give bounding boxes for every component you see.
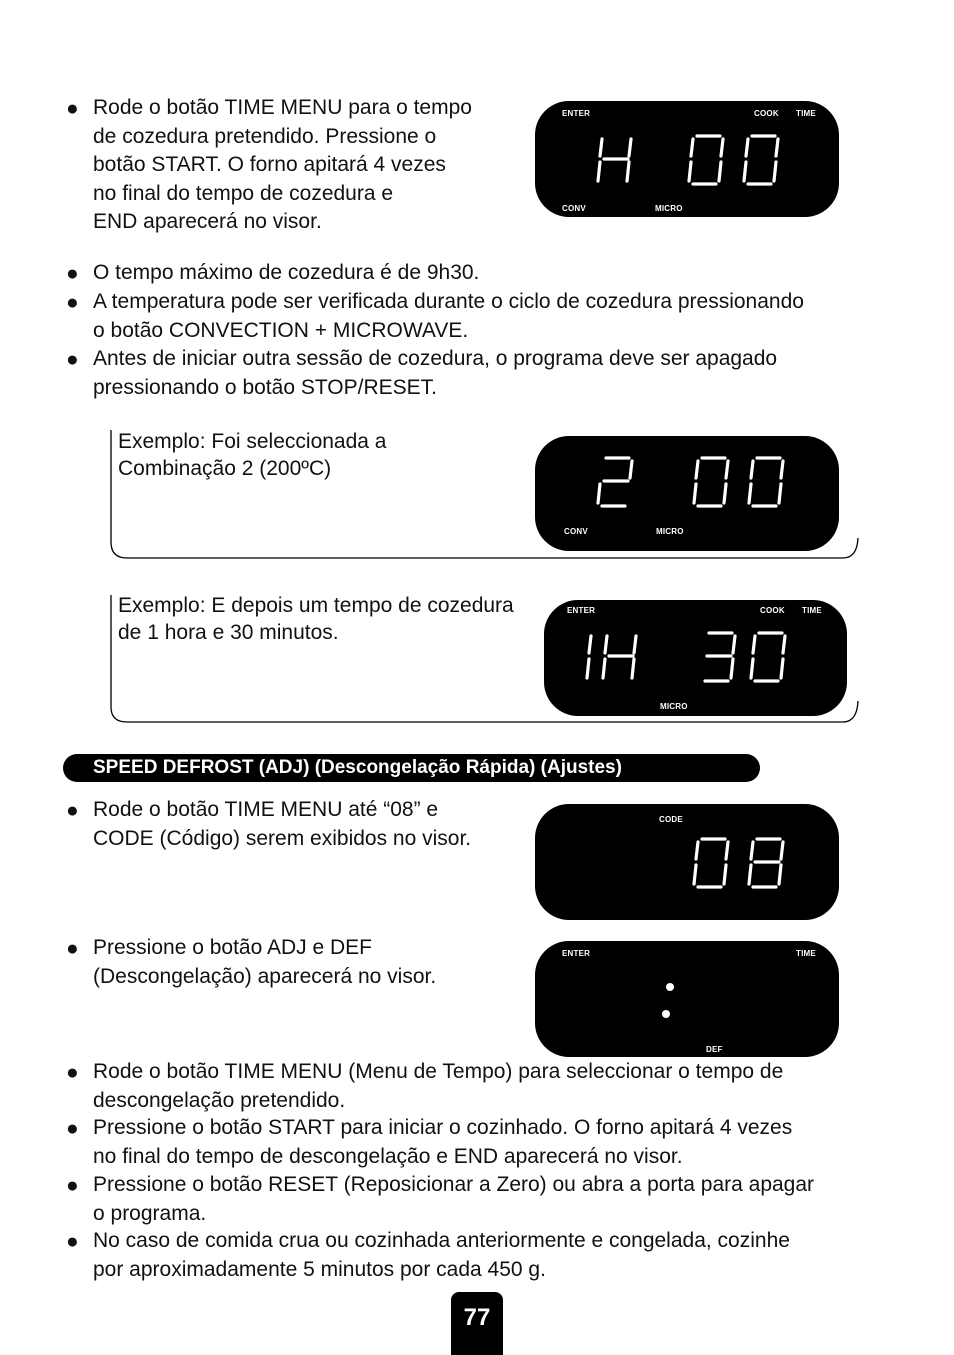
- text-line: No caso de comida crua ou cozinhada anteriormente e congelada, cozinhe: [93, 1229, 790, 1252]
- enter-label: ENTER: [562, 109, 591, 118]
- text-line: Exemplo: E depois um tempo de cozedura: [118, 594, 514, 617]
- text-line: no final do tempo de cozedura e: [93, 181, 394, 205]
- bullet-temperature-check: [66, 288, 804, 345]
- text-line: Rode o botão TIME MENU (Menu de Tempo) para seleccionar o tempo de: [93, 1060, 784, 1083]
- bullet-icon: ●: [66, 1061, 79, 1084]
- lcd-display-def: [535, 941, 839, 1057]
- micro-label: MICRO: [660, 702, 688, 711]
- def-label: DEF: [706, 1045, 723, 1054]
- digit-0: [689, 136, 723, 184]
- lcd-digits: [544, 600, 847, 716]
- digit-3: [705, 633, 735, 681]
- text-line: END aparecerá no visor.: [93, 210, 322, 233]
- bullet-max-time: [66, 259, 479, 288]
- text-line: Exemplo: Foi seleccionada a: [118, 430, 387, 453]
- page-number: 77: [451, 1292, 503, 1355]
- bullet-icon: ●: [66, 291, 79, 314]
- conv-label: CONV: [564, 527, 588, 536]
- bullet-icon: ●: [66, 348, 79, 371]
- lcd-display-200: [535, 436, 839, 551]
- digit-2: [598, 458, 632, 506]
- digit-h: [598, 139, 631, 181]
- digit-0: [694, 839, 728, 887]
- enter-label: ENTER: [562, 949, 591, 958]
- cook-label: COOK: [760, 606, 785, 615]
- lcd-colon: [535, 941, 839, 1057]
- micro-label: MICRO: [655, 204, 683, 213]
- digit-0: [744, 136, 778, 184]
- bullet-icon: ●: [66, 262, 79, 285]
- text-line: descongelação pretendido.: [93, 1088, 346, 1112]
- digit-8: [749, 839, 783, 887]
- bullet-icon: ●: [66, 1117, 79, 1140]
- text-line: (Descongelação) aparecerá no visor.: [93, 964, 437, 988]
- text-line: A temperatura pode ser verificada durante o ciclo de cozedura pressionando: [93, 290, 804, 313]
- bullet-icon: ●: [66, 97, 79, 120]
- lcd-digits: [535, 436, 839, 551]
- micro-label: MICRO: [656, 527, 684, 536]
- text-line: o programa.: [93, 1201, 207, 1225]
- text-line: de cozedura pretendido. Pressione o: [93, 124, 437, 148]
- conv-label: CONV: [562, 204, 586, 213]
- text-line: de 1 hora e 30 minutos.: [118, 621, 339, 644]
- example-combination: [118, 428, 386, 482]
- text-line: botão START. O forno apitará 4 vezes: [93, 153, 446, 176]
- time-label: TIME: [796, 949, 816, 958]
- digit-0: [749, 458, 783, 506]
- text-line: Antes de iniciar outra sessão de cozedura, o programa deve ser apagado: [93, 347, 778, 370]
- text-line: O tempo máximo de cozedura é de 9h30.: [93, 261, 480, 284]
- instruction-adj-def: [66, 934, 436, 991]
- code-label: CODE: [659, 815, 683, 824]
- bullet-start-cooking: [66, 1114, 792, 1171]
- bullet-frozen-food: [66, 1227, 790, 1284]
- lcd-display-08: [535, 804, 839, 920]
- enter-label: ENTER: [567, 606, 596, 615]
- time-label: TIME: [796, 109, 816, 118]
- section-heading-speed-defrost: [63, 754, 760, 782]
- text-line: Combinação 2 (200ºC): [118, 457, 332, 480]
- example-cook-time: [118, 592, 514, 646]
- bullet-icon: ●: [66, 1230, 79, 1253]
- digit-0: [751, 633, 785, 681]
- lcd-display-1h30: [544, 600, 847, 716]
- digit-0: [694, 458, 728, 506]
- time-label: TIME: [802, 606, 822, 615]
- text-line: pressionando o botão STOP/RESET.: [93, 375, 437, 399]
- bullet-icon: ●: [66, 799, 79, 822]
- colon-dot: [662, 1010, 670, 1018]
- text-line: no final do tempo de descongelação e END aparecerá no visor.: [93, 1144, 683, 1168]
- text-line: o botão CONVECTION + MICROWAVE.: [93, 318, 469, 342]
- bullet-select-defrost-time: [66, 1058, 783, 1115]
- section-title: SPEED DEFROST (ADJ) (Descongelação Rápida) (Ajustes): [93, 757, 622, 778]
- digit-1: [587, 636, 591, 678]
- lcd-display-h00: [535, 101, 839, 217]
- instruction-time-menu: [66, 94, 472, 237]
- instruction-code-08: [66, 796, 471, 853]
- text-line: por aproximadamente 5 minutos por cada 450 g.: [93, 1257, 546, 1281]
- text-line: Pressione o botão RESET (Reposicionar a Zero) ou abra a porta para apagar: [93, 1173, 815, 1196]
- text-line: Rode o botão TIME MENU até “08” e: [93, 798, 439, 821]
- lcd-digits: [535, 804, 839, 920]
- lcd-digits: [535, 101, 839, 217]
- text-line: Rode o botão TIME MENU para o tempo: [93, 96, 472, 119]
- colon-dot: [666, 983, 674, 991]
- bullet-stop-reset: [66, 345, 777, 402]
- digit-h: [603, 636, 636, 678]
- bullet-reset-program: [66, 1171, 814, 1228]
- text-line: CODE (Código) serem exibidos no visor.: [93, 826, 472, 850]
- text-line: Pressione o botão START para iniciar o cozinhado. O forno apitará 4 vezes: [93, 1116, 793, 1139]
- cook-label: COOK: [754, 109, 779, 118]
- bullet-icon: ●: [66, 1174, 79, 1197]
- text-line: Pressione o botão ADJ e DEF: [93, 936, 372, 959]
- bullet-icon: ●: [66, 937, 79, 960]
